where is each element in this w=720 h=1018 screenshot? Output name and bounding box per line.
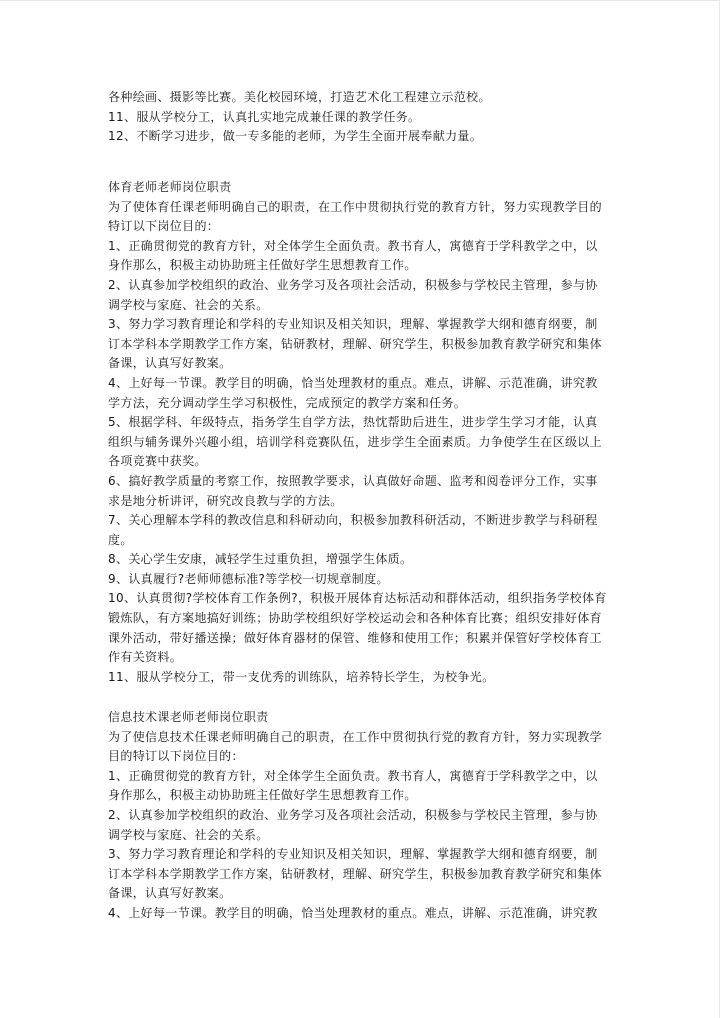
text-line: 12、不断学习进步，做一专多能的老师，为学生全面开展奉献力量。 bbox=[108, 129, 483, 144]
text-line: 2、认真参加学校组织的政治、业务学习及各项社会活动，积极参与学校民主管理，参与协 bbox=[108, 807, 598, 822]
text-line: 度。 bbox=[108, 532, 133, 547]
text-line: 备课，认真写好教案。 bbox=[108, 886, 232, 901]
text-line: 学方法，充分调动学生学习积极性，完成预定的教学方案和任务。 bbox=[108, 395, 467, 410]
text-line: 3、努力学习教育理论和学科的专业知识及相关知识，理解、掌握教学大纲和德育纲要，制 bbox=[108, 847, 598, 862]
text-line: 各项竞赛中获奖。 bbox=[108, 454, 207, 469]
text-line: 为了使信息技术任课老师明确自己的职责，在工作中贯彻执行党的教育方针，努力实现教学 bbox=[108, 729, 603, 744]
section-title: 信息技术课老师老师岗位职责 bbox=[108, 710, 269, 724]
previous-section-continuation bbox=[108, 88, 616, 147]
text-line: 求是地分析讲评，研究改良教与学的方法。 bbox=[108, 493, 343, 508]
text-line: 10、认真贯彻?学校体育工作条例?，积极开展体育达标活动和群体活动，组织指务学校体育 bbox=[108, 591, 607, 606]
text-line: 4、上好每一节课。教学目的明确，恰当处理教材的重点。难点，讲解、示范准确，讲究教 bbox=[108, 375, 598, 390]
text-line: 11、服从学校分工，带一支优秀的训练队，培养特长学生，为校争光。 bbox=[108, 669, 495, 684]
section-title: 体育老师老师岗位职责 bbox=[108, 180, 232, 194]
text-line: 订本学科本学期教学工作方案，钻研教材，理解、研究学生，积极参加教育教学研究和集体 bbox=[108, 336, 603, 351]
text-line: 各种绘画、摄影等比赛。美化校园环境，打造艺术化工程建立示范校。 bbox=[108, 90, 491, 104]
text-line: 5、根据学科、年级特点，指务学生自学方法，热忱帮助后进生，进步学生学习才能，认真 bbox=[108, 415, 598, 430]
text-line: 9、认真履行?老师师德标准?等学校一切规章制度。 bbox=[108, 571, 389, 586]
text-line: 调学校与家庭、社会的关系。 bbox=[108, 297, 269, 312]
pe-teacher-section bbox=[108, 178, 616, 687]
text-line: 订本学科本学期教学工作方案，钻研教材，理解、研究学生，积极参加教育教学研究和集体 bbox=[108, 866, 603, 881]
text-line: 7、关心理解本学科的教改信息和科研动向，积极参加教科研活动，不断进步教学与科研程 bbox=[108, 513, 598, 528]
text-line: 身作那么，积极主动协助班主任做好学生思想教育工作。 bbox=[108, 788, 417, 803]
text-line: 特订以下岗位目的： bbox=[108, 219, 220, 234]
text-line: 作有关资料。 bbox=[108, 650, 183, 665]
text-line: 1、正确贯彻党的教育方针，对全体学生全面负责。教书育人，寓德育于学科教学之中，以 bbox=[108, 768, 598, 783]
it-teacher-section bbox=[108, 708, 616, 924]
text-line: 6、搞好教学质量的考察工作，按照教学要求，认真做好命题、监考和阅卷评分工作，实事 bbox=[108, 473, 598, 488]
text-line: 课外活动，带好播送操；做好体育器材的保管、维修和使用工作；积累并保管好学校体育工 bbox=[108, 630, 603, 645]
text-line: 为了使体育任课老师明确自己的职责，在工作中贯彻执行党的教育方针，努力实现教学目的 bbox=[108, 199, 603, 214]
text-line: 锻炼队，有方案地搞好训练；协助学校组织好学校运动会和各种体育比赛；组织安排好体育 bbox=[108, 611, 603, 626]
text-line: 目的特订以下岗位目的： bbox=[108, 749, 244, 764]
text-line: 身作那么，积极主动协助班主任做好学生思想教育工作。 bbox=[108, 258, 417, 273]
text-line: 组织与辅务课外兴趣小组，培训学科竞赛队伍，进步学生全面素质。力争使学生在区级以上 bbox=[108, 434, 603, 449]
page-top-border bbox=[0, 0, 720, 1]
text-line: 1、正确贯彻党的教育方针，对全体学生全面负责。教书育人，寓德育于学科教学之中，以 bbox=[108, 238, 598, 253]
text-line: 2、认真参加学校组织的政治、业务学习及各项社会活动，积极参与学校民主管理，参与协 bbox=[108, 277, 598, 292]
text-line: 8、关心学生安康，减轻学生过重负担，增强学生体质。 bbox=[108, 552, 413, 567]
text-line: 备课，认真写好教案。 bbox=[108, 356, 232, 371]
text-line: 4、上好每一节课。教学目的明确，恰当处理教材的重点。难点，讲解、示范准确，讲究教 bbox=[108, 905, 598, 920]
text-line: 调学校与家庭、社会的关系。 bbox=[108, 827, 269, 842]
text-line: 3、努力学习教育理论和学科的专业知识及相关知识，理解、掌握教学大纲和德育纲要，制 bbox=[108, 317, 598, 332]
text-line: 11、服从学校分工，认真扎实地完成兼任课的教学任务。 bbox=[108, 109, 421, 124]
